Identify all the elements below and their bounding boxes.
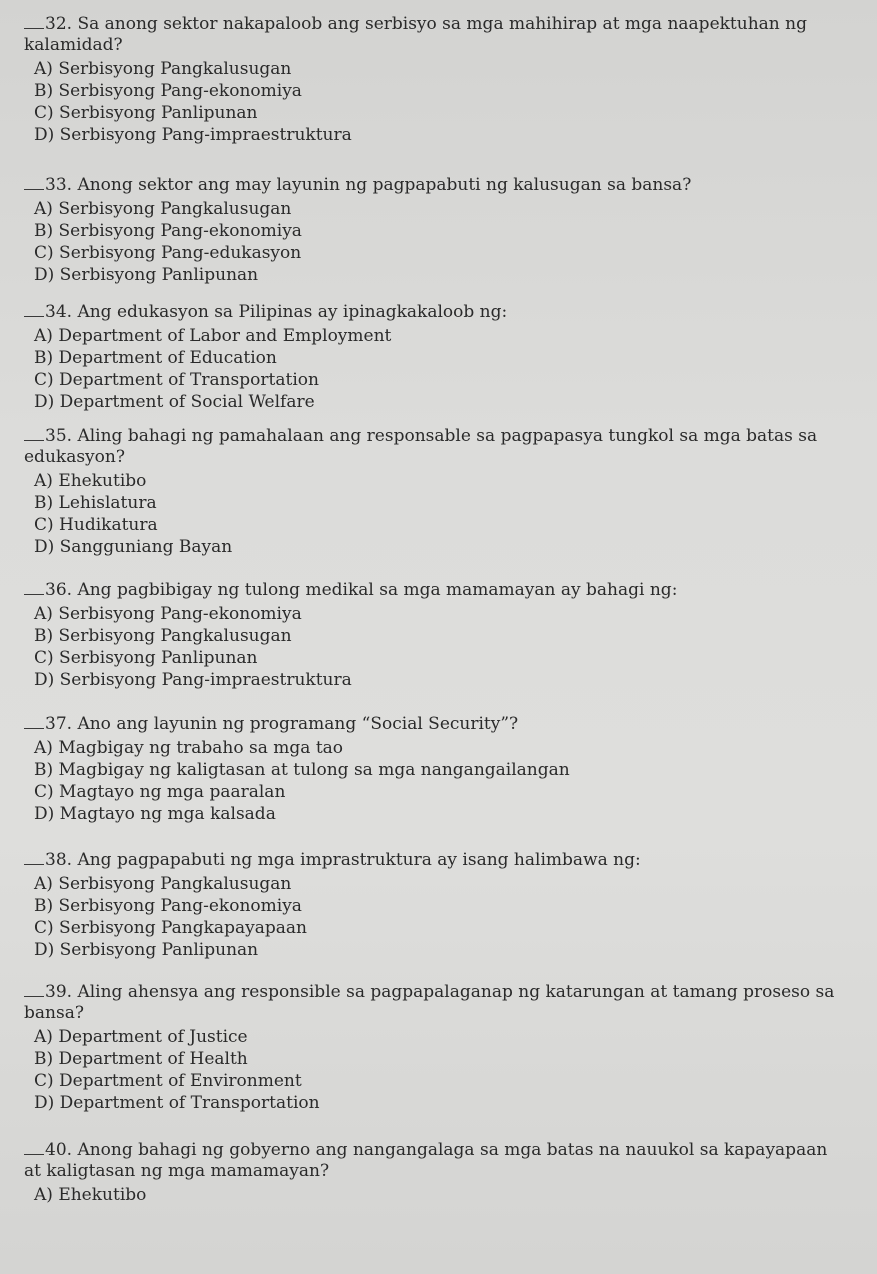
answer-blank[interactable] [24,304,44,317]
question-number: 36. [45,580,73,600]
option-d: D) Department of Social Welfare [34,392,315,412]
question-stem [24,175,844,196]
option-d: D) Department of Transportation [34,1093,320,1113]
question-stem [24,302,844,323]
option-b: B) Department of Health [34,1049,248,1069]
option-d: D) Serbisyong Pang-impraestruktura [34,125,352,145]
option-d: D) Serbisyong Panlipunan [34,940,259,960]
answer-blank[interactable] [24,177,44,190]
question-stem [24,850,844,871]
question-number: 38. [45,850,73,870]
option-a: A) Serbisyong Pang-ekonomiya [34,604,302,624]
option-a: A) Department of Labor and Employment [34,326,392,346]
question-39 [24,982,844,1114]
option-d: D) Magtayo ng mga kalsada [34,804,276,824]
answer-blank[interactable] [24,852,44,865]
question-text: Anong sektor ang may layunin ng pagpapabuti ng kalusugan sa bansa? [77,175,692,195]
option-c: C) Serbisyong Panlipunan [34,103,258,123]
option-a: A) Serbisyong Pangkalusugan [34,199,292,219]
question-stem [24,14,844,56]
question-number: 34. [45,302,73,322]
option-a: A) Magbigay ng trabaho sa mga tao [34,738,344,758]
option-b: B) Magbigay ng kaligtasan at tulong sa mga nangangailangan [34,760,570,780]
option-a: A) Ehekutibo [34,471,147,491]
option-c: C) Serbisyong Panlipunan [34,648,258,668]
question-text: Ano ang layunin ng programang “Social Security”? [77,714,519,734]
option-c: C) Department of Transportation [34,370,319,390]
question-32 [24,14,844,146]
question-number: 39. [45,982,73,1002]
option-b: B) Serbisyong Pang-ekonomiya [34,81,302,101]
option-c: C) Department of Environment [34,1071,302,1091]
answer-blank[interactable] [24,428,44,441]
option-a: A) Serbisyong Pangkalusugan [34,59,292,79]
option-b: B) Serbisyong Pang-ekonomiya [34,896,302,916]
option-b: B) Department of Education [34,348,277,368]
option-a: A) Ehekutibo [34,1185,147,1205]
question-33 [24,175,844,286]
question-text: Sa anong sektor nakapaloob ang serbisyo sa mga mahihirap at mga naapektuhan ng kalamidad? [24,14,807,55]
question-number: 40. [45,1140,73,1160]
question-38 [24,850,844,961]
option-b: B) Serbisyong Pangkalusugan [34,626,292,646]
question-number: 37. [45,714,73,734]
question-text: Anong bahagi ng gobyerno ang nangangalaga sa mga batas na nauukol sa kapayapaan at kaligtasan ng mga mamamayan? [24,1140,828,1181]
question-stem [24,1140,844,1182]
question-stem [24,580,844,601]
question-text: Ang edukasyon sa Pilipinas ay ipinagkakaloob ng: [77,302,508,322]
option-a: A) Serbisyong Pangkalusugan [34,874,292,894]
question-stem [24,982,844,1024]
question-number: 35. [45,426,73,446]
answer-blank[interactable] [24,716,44,729]
answer-blank[interactable] [24,582,44,595]
option-b: B) Lehislatura [34,493,157,513]
answer-blank[interactable] [24,984,44,997]
question-text: Ang pagpapabuti ng mga imprastruktura ay isang halimbawa ng: [77,850,641,870]
question-40 [24,1140,844,1206]
option-c: C) Hudikatura [34,515,158,535]
option-c: C) Serbisyong Pang-edukasyon [34,243,302,263]
option-d: D) Serbisyong Pang-impraestruktura [34,670,352,690]
question-stem [24,714,844,735]
answer-blank[interactable] [24,1142,44,1155]
question-text: Ang pagbibigay ng tulong medikal sa mga mamamayan ay bahagi ng: [77,580,678,600]
question-text: Aling ahensya ang responsible sa pagpapalaganap ng katarungan at tamang proseso sa bansa? [24,982,835,1023]
answer-blank[interactable] [24,16,44,29]
option-c: C) Magtayo ng mga paaralan [34,782,286,802]
option-c: C) Serbisyong Pangkapayapaan [34,918,307,938]
question-34 [24,302,844,413]
question-text: Aling bahagi ng pamahalaan ang responsable sa pagpapasya tungkol sa mga batas sa edukasyon? [24,426,818,467]
question-number: 33. [45,175,73,195]
question-35 [24,426,844,558]
option-a: A) Department of Justice [34,1027,248,1047]
question-36 [24,580,844,691]
question-stem [24,426,844,468]
option-d: D) Serbisyong Panlipunan [34,265,259,285]
question-number: 32. [45,14,73,34]
option-b: B) Serbisyong Pang-ekonomiya [34,221,302,241]
option-d: D) Sangguniang Bayan [34,537,233,557]
question-37 [24,714,844,825]
